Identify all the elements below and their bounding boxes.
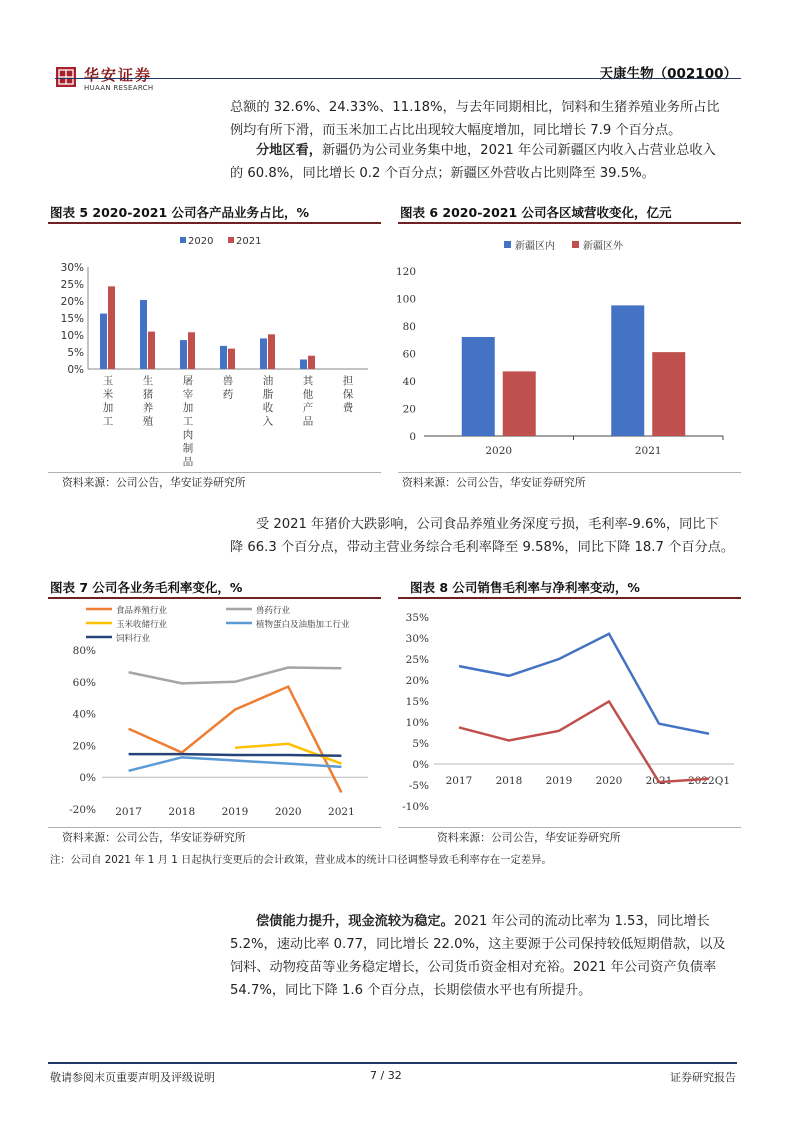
bar: [308, 356, 315, 369]
bar: [611, 305, 644, 436]
x-tick-label: 生: [142, 375, 154, 387]
series-line: [459, 701, 709, 782]
y-tick-label: 10%: [60, 330, 84, 342]
series-line: [129, 667, 342, 683]
x-tick-label: 加: [182, 402, 194, 414]
x-tick-label: 玉: [102, 375, 114, 387]
y-tick-label: -5%: [408, 780, 429, 792]
y-tick-label: 15%: [60, 313, 84, 325]
section-lead: 分地区看，: [256, 143, 322, 158]
y-tick-label: 80%: [72, 645, 96, 657]
figure-8-chart: [398, 599, 741, 825]
x-tick-label: 加: [102, 402, 114, 414]
paragraph-3: [230, 513, 742, 559]
y-tick-label: 80: [402, 321, 416, 333]
x-tick-label: 2020: [485, 445, 513, 457]
seal-icon: [55, 66, 77, 88]
x-tick-label: 担: [342, 375, 354, 387]
paragraph-line: 总额的 32.6%、24.33%、11.18%，与去年同期相比，饲料和生猪养殖业务所占比: [230, 100, 720, 115]
bar: [180, 340, 187, 369]
legend-label: 玉米收储行业: [116, 620, 168, 630]
figure-5-bottom-rule: [48, 472, 381, 473]
bar: [300, 359, 307, 369]
y-tick-label: 100: [395, 293, 416, 306]
y-tick-label: 20%: [72, 740, 96, 753]
figure-5-source: 资料来源：公司公告，华安证券研究所: [62, 476, 246, 489]
paragraph-line: 的 60.8%，同比增长 0.2 个百分点；新疆区外营收占比则降至 39.5%。: [230, 166, 655, 181]
figure-6-bottom-rule: [398, 472, 741, 473]
bar: [228, 349, 235, 369]
paragraph-line: 例均有所下滑，而玉米加工占比出现较大幅度增加，同比增长 7.9 个百分点。: [230, 123, 682, 138]
x-tick-label: 米: [102, 388, 114, 401]
y-tick-label: 40%: [72, 708, 96, 721]
bar: [462, 337, 495, 436]
bar: [148, 332, 155, 369]
paragraph-1: [230, 96, 740, 142]
bar: [140, 300, 147, 369]
figure-5-title: 图表 5 2020-2021 公司各产品业务占比，%: [50, 205, 310, 220]
x-tick-label: 2017: [115, 806, 142, 818]
legend-label: 植物蛋白及油脂加工行业: [256, 620, 350, 630]
x-tick-label: 2021: [634, 445, 662, 457]
y-tick-label: 0%: [79, 772, 96, 785]
y-tick-label: 0%: [412, 759, 429, 771]
y-tick-label: 0: [409, 431, 416, 443]
x-tick-label: 其: [302, 375, 314, 387]
series-line: [129, 687, 342, 793]
x-tick-label: 产: [302, 402, 314, 414]
company-ticker: 天康生物（002100）: [599, 66, 737, 82]
legend-label: 新疆区外: [583, 241, 623, 252]
bar: [100, 314, 107, 369]
x-tick-label: 工: [102, 415, 114, 428]
y-tick-label: 0%: [67, 364, 84, 376]
legend-swatch: [180, 237, 186, 243]
y-tick-label: 5%: [412, 738, 429, 750]
x-tick-label: 2018: [495, 775, 523, 787]
y-tick-label: 20%: [60, 296, 84, 308]
x-tick-label: 脂: [262, 388, 274, 401]
y-tick-label: 10%: [405, 717, 429, 729]
figure-6-source: 资料来源：公司公告，华安证券研究所: [402, 476, 586, 489]
legend-label: 兽药行业: [256, 606, 291, 616]
legend-swatch: [504, 241, 511, 248]
x-tick-label: 费: [342, 402, 354, 414]
bar: [268, 334, 275, 369]
bar: [260, 338, 267, 369]
figure-6-rule: [398, 222, 741, 224]
section-lead: 偿债能力提升，现金流较为稳定。: [256, 914, 454, 929]
y-tick-label: 25%: [405, 654, 429, 666]
y-tick-label: 30%: [60, 262, 84, 274]
x-tick-label: 2018: [168, 806, 196, 818]
x-tick-label: 2019: [545, 775, 573, 787]
y-tick-label: 60: [402, 348, 416, 361]
x-tick-label: 2017: [445, 775, 473, 787]
header-rule: [55, 78, 741, 79]
y-tick-label: 60%: [72, 676, 96, 689]
paragraph-line: 新疆仍为公司业务集中地，2021 年公司新疆区内收入占营业总收入: [321, 143, 716, 158]
y-tick-label: 20: [402, 403, 416, 416]
x-tick-label: 收: [262, 402, 274, 414]
bar: [108, 286, 115, 369]
y-tick-label: 40: [402, 376, 416, 388]
legend-label: 食品养殖行业: [116, 606, 168, 616]
y-tick-label: 35%: [405, 612, 429, 624]
y-tick-label: 25%: [60, 279, 84, 291]
x-tick-label: 保: [342, 388, 354, 401]
x-tick-label: 品: [182, 456, 194, 468]
legend-label: 饲料行业: [116, 634, 151, 644]
bar: [503, 371, 536, 436]
paragraph-line: 54.7%，同比下降 1.6 个百分点，长期偿债水平也有所提升。: [230, 983, 592, 998]
x-tick-label: 肉: [182, 429, 194, 441]
x-tick-label: 2019: [221, 806, 249, 818]
x-tick-label: 2020: [274, 806, 302, 818]
paragraph-2: [230, 139, 740, 185]
brand-logo: [55, 66, 77, 88]
brand-name-cn: 华安证券: [84, 66, 153, 84]
footer-disclaimer: 敬请参阅末页重要声明及评级说明: [50, 1071, 215, 1084]
bar: [220, 346, 227, 369]
page-number: 7 / 32: [370, 1069, 402, 1082]
y-tick-label: -20%: [69, 804, 96, 816]
x-tick-label: 宰: [182, 388, 194, 401]
figure-8-title: 图表 8 公司销售毛利率与净利率变动，%: [410, 580, 640, 595]
y-tick-label: -10%: [402, 801, 429, 813]
paragraph-line: 受 2021 年猪价大跌影响，公司食品养殖业务深度亏损，毛利率-9.6%，同比下: [256, 517, 719, 532]
brand-name-en: HUAAN RESEARCH: [84, 84, 154, 92]
x-tick-label: 屠: [182, 375, 194, 387]
figure-8-bottom-rule: [398, 827, 741, 828]
x-tick-label: 殖: [142, 415, 154, 428]
x-tick-label: 兽: [222, 375, 234, 387]
x-tick-label: 2021: [328, 806, 355, 818]
y-tick-label: 20%: [405, 675, 429, 687]
x-tick-label: 2022Q1: [687, 775, 731, 787]
y-tick-label: 30%: [405, 633, 429, 645]
series-line: [129, 757, 342, 771]
legend-label: 2021: [236, 236, 262, 247]
figure-5-rule: [48, 222, 381, 224]
figure-7-source: 资料来源：公司公告，华安证券研究所: [62, 831, 246, 844]
figure-6-title: 图表 6 2020-2021 公司各区域营收变化，亿元: [400, 205, 672, 220]
figure-6-chart: [395, 225, 741, 470]
paragraph-line: 降 66.3 个百分点，带动主营业务综合毛利率降至 9.58%，同比下降 18.7 个百分点。: [230, 540, 735, 555]
series-line: [129, 754, 342, 756]
paragraph-line: 5.2%，速动比率 0.77，同比增长 22.0%，这主要源于公司保持较低短期借款，以及: [230, 937, 726, 952]
x-tick-label: 药: [222, 388, 234, 401]
legend-label: 2020: [188, 236, 214, 247]
y-tick-label: 15%: [405, 696, 429, 708]
series-line: [459, 634, 709, 734]
legend-swatch: [572, 241, 579, 248]
paragraph-line: 饲料、动物疫苗等业务稳定增长，公司货币资金相对充裕。2021 年公司资产负债率: [230, 960, 717, 975]
figure-7-title: 图表 7 公司各业务毛利率变化，%: [50, 580, 243, 595]
x-tick-label: 2020: [595, 775, 623, 787]
y-tick-label: 5%: [67, 347, 84, 359]
figure-8-source: 资料来源：公司公告，华安证券研究所: [437, 831, 621, 844]
legend-swatch: [228, 237, 234, 243]
bar: [652, 352, 685, 436]
paragraph-4: [230, 910, 742, 1002]
footer-rule: [48, 1062, 737, 1064]
legend-label: 新疆区内: [515, 241, 555, 252]
x-tick-label: 工: [182, 415, 194, 428]
x-tick-label: 他: [302, 388, 314, 401]
x-tick-label: 猪: [142, 388, 154, 401]
x-tick-label: 品: [302, 415, 314, 428]
figure-7-chart: [48, 599, 381, 825]
figure-5-chart: [48, 225, 381, 470]
y-tick-label: 120: [395, 266, 416, 278]
footer-report-type: 证券研究报告: [670, 1071, 736, 1084]
x-tick-label: 制: [182, 442, 194, 455]
figure-7-bottom-rule: [48, 827, 381, 828]
paragraph-line: 2021 年公司的流动比率为 1.53，同比增长: [453, 914, 710, 929]
x-tick-label: 养: [142, 402, 154, 414]
x-tick-label: 2021: [645, 775, 673, 787]
x-tick-label: 油: [262, 375, 274, 387]
figure-note: 注：公司自 2021 年 1 月 1 日起执行变更后的会计政策，营业成本的统计口径调整导致毛利率存在一定差异。: [50, 854, 552, 866]
x-tick-label: 入: [262, 415, 274, 428]
bar: [188, 332, 195, 369]
